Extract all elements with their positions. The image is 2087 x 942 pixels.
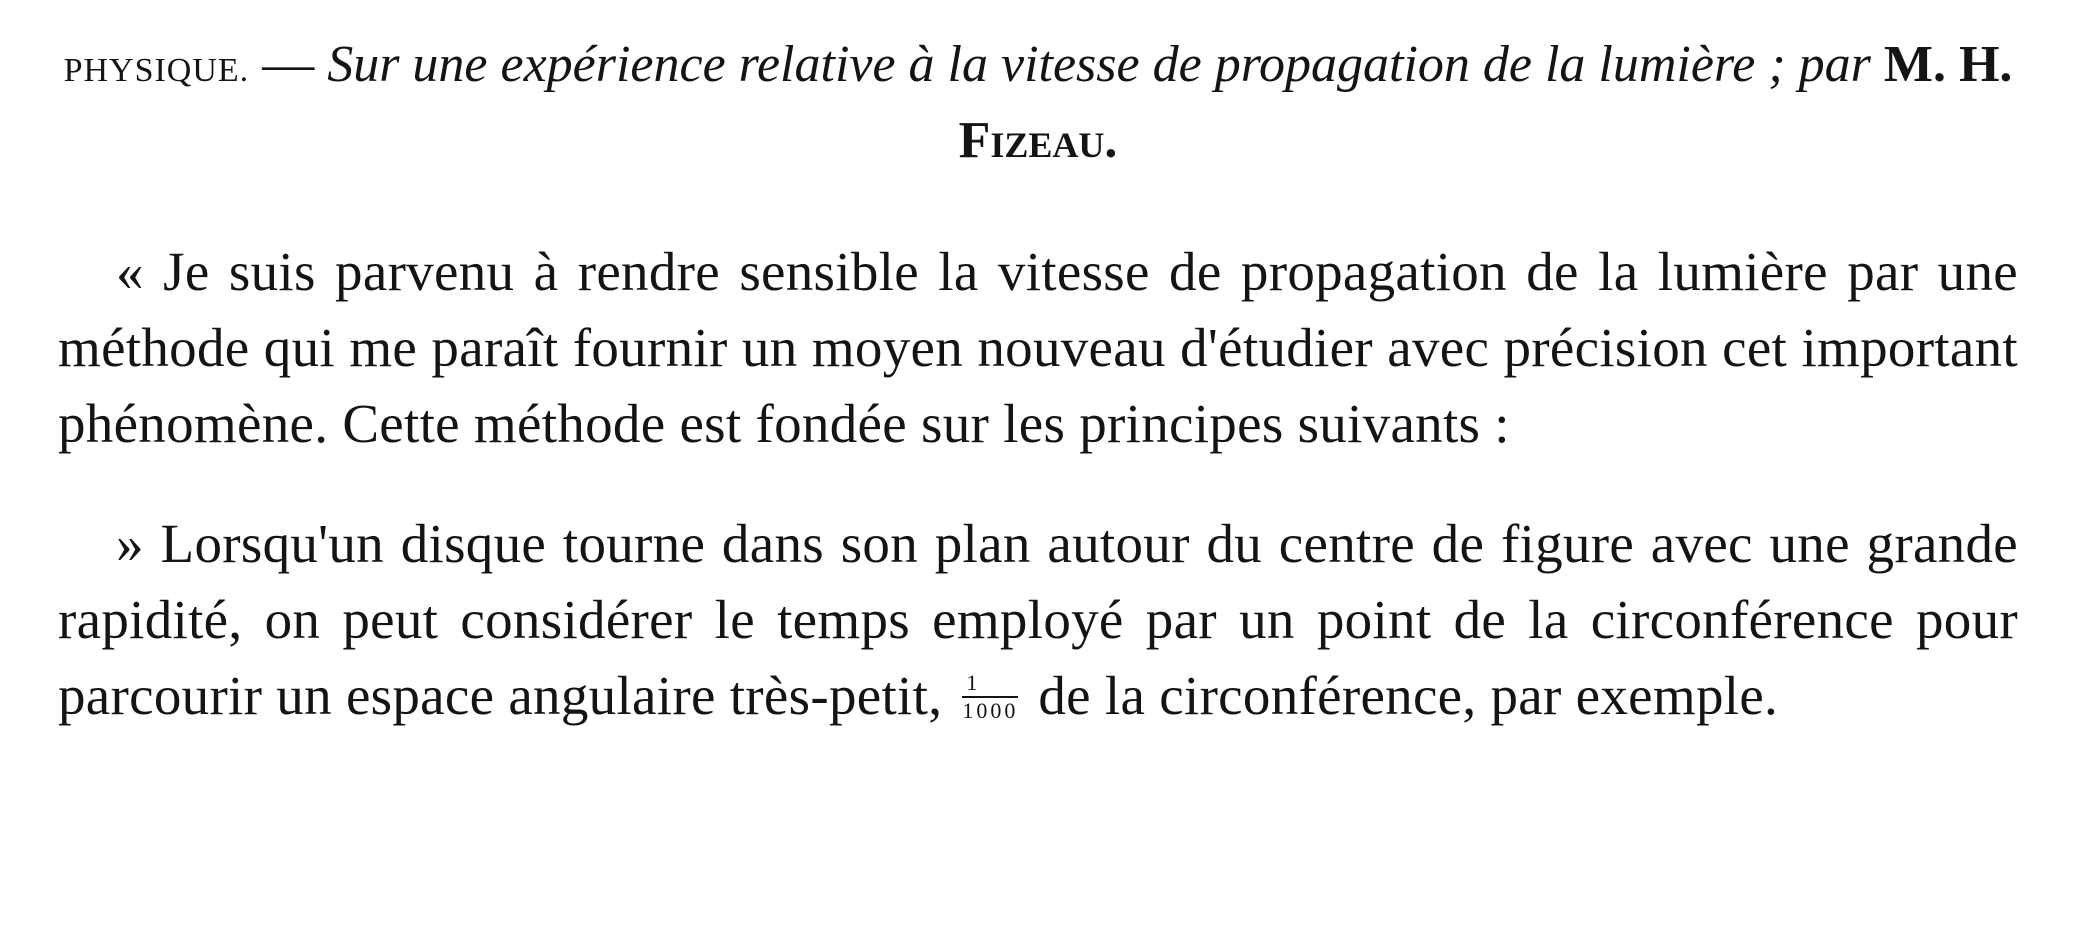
heading-dash: — — [249, 36, 328, 93]
fraction-numerator: 1 — [962, 672, 1018, 698]
paragraph-2 — [58, 506, 2018, 734]
paragraph-2-text-before: » Lorsqu'un disque tourne dans son plan autour du centre de figure avec une grande rapidité, on peut considérer le temps employé par un point de la circonférence pour parcourir un espace angulaire très-petit, — [58, 513, 2018, 726]
section-label: PHYSIQUE. — [63, 52, 250, 89]
author-name: M. H. Fizeau. — [958, 36, 2013, 169]
paragraph-2-text-after: de la circonférence, par exemple. — [1038, 665, 1779, 726]
article-title: Sur une expérience relative à la vitesse de propagation de la lumière ; par — [327, 36, 1871, 93]
fraction — [962, 672, 1018, 722]
paragraph-1: « Je suis parvenu à rendre sensible la vitesse de propagation de la lumière par une méthode qui me paraît fournir un moyen nouveau d'étudier avec précision cet important phénomène. Cette méthode est fondée sur les principes suivants : — [58, 241, 2018, 454]
author-initials: M. H. — [1883, 36, 2013, 93]
article-heading — [58, 30, 2018, 176]
document-page — [58, 30, 2018, 734]
fraction-denominator: 1000 — [962, 698, 1019, 724]
author-surname: Fizeau — [958, 112, 1105, 169]
